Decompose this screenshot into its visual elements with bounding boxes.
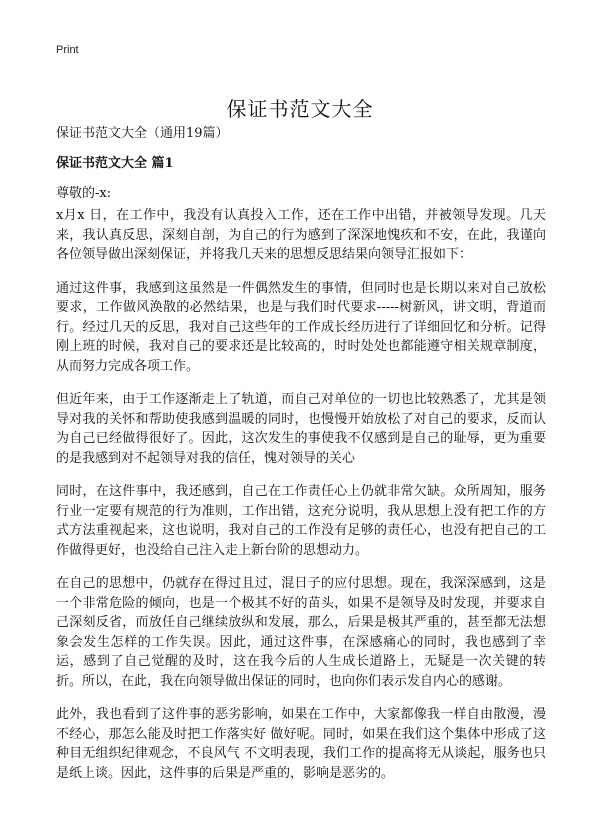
document-subtitle: 保证书范文大全（通用19篇） xyxy=(56,126,229,141)
section-heading: 保证书范文大全 篇1 xyxy=(56,156,174,171)
paragraph: 通过这件事，我感到这虽然是一件偶然发生的事情，但同时也是长期以来对自己放松要求，工作做风涣散的必然结果，也是与我们时代要求-----树新风，讲文明，背道而行。经过几天的反思，我对自己这些年的工作成长经历进行了详细回忆和分析。记得刚上班的时候，我对自己的要求还是比较高的，时时处处也都能遵守相关规章制度，从而努力完成各项工作。 xyxy=(56,280,546,374)
paragraph: 但近年来，由于工作逐渐走上了轨道，而自己对单位的一切也比较熟悉了，尤其是领导对我的关怀和帮助使我感到温暖的同时，也慢慢开始放松了对自己的要求，反而认为自己已经做得很好了。因此，这次发生的事使我不仅感到是自己的耻辱，更为重要的是我感到对不起领导对我的信任，愧对领导的关心 xyxy=(56,392,546,466)
document-title: 保证书范文大全 xyxy=(226,97,374,122)
document-body xyxy=(56,206,546,797)
paragraph: 同时，在这件事中，我还感到，自己在工作责任心上仍就非常欠缺。众所周知，服务行业一定要有规范的行为准则，工作出错，这充分说明，我从思想上没有把工作的方式方法重视起来，这也说明，我对自己的工作没有足够的责任心，也没有把自己的工作做得更好，也没给自己注入走上新台阶的思想动力。 xyxy=(56,484,546,558)
paragraph: 此外，我也看到了这件事的恶劣影响，如果在工作中，大家都像我一样自由散漫，漫不经心，那怎么能及时把工作落实好 做好呢。同时，如果在我们这个集体中形成了这种目无组织纪律观念，不良风气 不文明表现，我们工作的提高将无从谈起，服务也只是纸上谈。因此，这件事的后果是严重的，影响是恶劣的。 xyxy=(56,707,546,781)
paragraph: 在自己的思想中，仍就存在得过且过，混日子的应付思想。现在，我深深感到，这是一个非常危险的倾向，也是一个极其不好的苗头，如果不是领导及时发现，并要求自己深刻反省，而放任自己继续放纵和发展，那么，后果是极其严重的，甚至都无法想象会发生怎样的工作失误。因此，通过这件事，在深感痛心的同时，我也感到了幸运，感到了自己觉醒的及时，这在我今后的人生成长道路上，无疑是一次关键的转折。所以，在此，我在向领导做出保证的同时，也向你们表示发自内心的感谢。 xyxy=(56,576,546,689)
paragraph: x月x 日，在工作中，我没有认真投入工作，还在工作中出错，并被领导发现。几天来，我认真反思，深刻自剖，为自己的行为感到了深深地愧疚和不安，在此，我谨向各位领导做出深刻保证，并将我几天来的思想反思结果向领导汇报如下： xyxy=(56,208,546,262)
print-label[interactable]: Print xyxy=(56,44,79,56)
salutation: 尊敬的-x: xyxy=(56,186,112,201)
